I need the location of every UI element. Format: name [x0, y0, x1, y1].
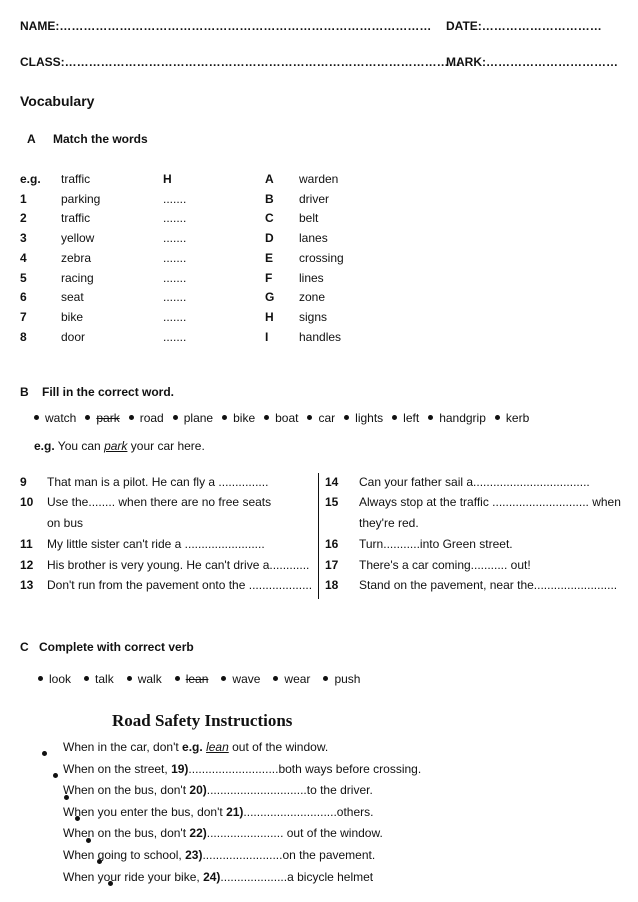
instruction-item [63, 783, 373, 797]
bullet-icon [323, 676, 328, 681]
match-letter: H [265, 309, 274, 324]
verb-bank-item [323, 672, 360, 686]
match-letter: G [265, 290, 275, 305]
section-a-heading: Match the words [53, 132, 148, 146]
verb-bank-item [273, 672, 310, 686]
match-answer: ....... [163, 191, 187, 206]
instruction-pre: When you enter the bus, don't [63, 804, 223, 819]
word-bank-item [129, 411, 164, 425]
instruction-item [63, 762, 421, 776]
bullet-icon [175, 676, 180, 681]
match-option: signs [299, 309, 328, 324]
match-num: e.g. [20, 172, 41, 186]
match-letter: D [265, 231, 274, 246]
section-a-letter: A [27, 132, 36, 146]
bullet-icon [127, 676, 132, 681]
bullet-icon [495, 415, 500, 420]
sentence-text: There's a car coming........... out! [359, 558, 531, 572]
match-letter: A [265, 172, 274, 186]
match-num: 3 [20, 231, 27, 246]
match-answer: ....... [163, 290, 187, 305]
verb-bank-item [38, 672, 71, 686]
match-num: 7 [20, 309, 27, 324]
match-option: driver [299, 191, 330, 206]
match-word: traffic [61, 172, 91, 186]
instruction-item [63, 805, 373, 819]
word-bank-c [38, 672, 373, 686]
column-divider [318, 473, 319, 599]
match-word: door [61, 329, 86, 344]
bullet-icon [392, 415, 397, 420]
verb-bank-word: wear [284, 672, 311, 686]
bullet-icon [84, 676, 89, 681]
verb-bank-word: push [334, 672, 361, 686]
sentence-number: 10 [20, 495, 34, 509]
instruction-pre: When on the bus, don't [63, 826, 187, 841]
match-word: traffic [61, 211, 91, 226]
section-b-heading: Fill in the correct word. [42, 385, 175, 399]
bullet-icon [53, 773, 58, 778]
instruction-pre: When your ride your bike, [63, 869, 200, 884]
sentence-text: Use the........ when there are no free seats [47, 495, 272, 509]
word-bank-word: handgrip [439, 411, 486, 425]
bullet-icon [34, 415, 39, 420]
instruction-post: ........................on the pavement. [202, 848, 376, 862]
instruction-item [63, 848, 375, 862]
name-field: NAME:………………………………………………………………………………… [20, 19, 432, 33]
bullet-icon [221, 676, 226, 681]
sentence-text: Turn...........into Green street. [359, 537, 513, 551]
instruction-pre: When in the car, don't [63, 740, 179, 754]
verb-bank-word: talk [95, 672, 114, 686]
section-c-heading: Complete with correct verb [39, 640, 194, 654]
sentence-number: 14 [325, 475, 339, 489]
match-answer: ....... [163, 211, 187, 226]
sentence-text: His brother is very young. He can't drive a............ [47, 558, 310, 572]
instruction-item [63, 826, 383, 840]
match-word: bike [61, 309, 84, 324]
verb-bank-item [175, 672, 209, 686]
blank-number: 23) [185, 848, 203, 862]
bullet-icon [307, 415, 312, 420]
instruction-pre: When on the bus, don't [63, 783, 187, 798]
instruction-pre: When on the street, [63, 761, 168, 776]
blank-number: 24) [203, 869, 221, 884]
match-word: zebra [61, 250, 92, 265]
word-bank-item [307, 411, 335, 425]
example-b [34, 439, 205, 453]
match-letter: F [265, 270, 273, 285]
sentence-number: 16 [325, 537, 339, 551]
sentence-text: Always stop at the traffic ............................. when [359, 495, 621, 509]
bullet-icon [273, 676, 278, 681]
sentence-number: 9 [20, 475, 27, 489]
match-letter: E [265, 250, 274, 265]
match-num: 5 [20, 270, 27, 285]
bullet-icon [173, 415, 178, 420]
bullet-icon [38, 676, 43, 681]
example-post: your car here. [130, 439, 205, 453]
instruction-pre: When going to school, [63, 848, 182, 862]
verb-bank-word: wave [232, 672, 261, 686]
word-bank-word: park [96, 411, 120, 425]
match-num: 4 [20, 250, 27, 265]
word-bank-item [495, 411, 529, 425]
sentence-text: Stand on the pavement, near the......................... [359, 578, 618, 592]
blank-number: 21) [226, 804, 244, 819]
word-bank-item [222, 411, 255, 425]
sentence-number: 18 [325, 578, 339, 592]
match-letter: I [265, 329, 269, 344]
verb-bank-item [221, 672, 260, 686]
section-b-letter: B [20, 385, 29, 399]
word-bank-item [428, 411, 486, 425]
class-field: CLASS:……………………………………………………………………………………… [20, 55, 461, 69]
sentence-text: they're red. [359, 516, 419, 530]
bullet-icon [344, 415, 349, 420]
match-num: 2 [20, 211, 27, 226]
match-option: belt [299, 211, 319, 226]
sentence-text: on bus [47, 516, 84, 530]
blank-number: 20) [189, 783, 207, 798]
bullet-icon [264, 415, 269, 420]
match-num: 6 [20, 290, 27, 305]
word-bank-item [173, 411, 213, 425]
instruction-item [63, 740, 328, 754]
verb-bank-item [84, 672, 114, 686]
word-bank-word: car [318, 411, 336, 425]
match-option: warden [299, 172, 339, 186]
example-label: e.g. [182, 740, 203, 754]
word-bank-word: lights [355, 411, 384, 425]
sentence-number: 12 [20, 558, 34, 572]
match-num: 8 [20, 329, 27, 344]
instruction-post: ..............................to the driver. [206, 783, 373, 798]
example-pre: You can [57, 439, 101, 453]
instruction-item [63, 870, 373, 884]
word-bank-item [264, 411, 298, 425]
word-bank-item [344, 411, 383, 425]
example-word: park [104, 439, 128, 453]
blank-number: 19) [171, 761, 189, 776]
word-bank-word: left [403, 411, 420, 425]
instruction-post: ............................others. [243, 804, 374, 819]
instruction-post: ...........................both ways before crossing. [188, 761, 422, 776]
match-option: lanes [299, 231, 328, 246]
instruction-post: out of the window. [232, 740, 329, 754]
match-word: racing [61, 270, 94, 285]
date-field: DATE:………………………… [446, 19, 602, 33]
match-answer: ....... [163, 329, 187, 344]
match-answer: ....... [163, 231, 187, 246]
word-bank-word: watch [45, 411, 77, 425]
bullet-icon [42, 751, 47, 756]
match-answer: ....... [163, 309, 187, 324]
word-bank-item [85, 411, 119, 425]
match-word: seat [61, 290, 84, 305]
example-word: lean [206, 740, 229, 754]
bullet-icon [129, 415, 134, 420]
bullet-icon [85, 415, 90, 420]
match-answer: ....... [163, 270, 187, 285]
word-bank-word: kerb [505, 411, 530, 425]
match-word: parking [61, 191, 101, 206]
match-letter: C [265, 211, 274, 226]
match-answer: ....... [163, 250, 187, 265]
blank-number: 22) [189, 826, 207, 841]
match-option: zone [299, 290, 326, 305]
section-c-letter: C [20, 640, 29, 654]
word-bank-item [34, 411, 76, 425]
sentence-number: 15 [325, 495, 339, 509]
word-bank-word: bike [233, 411, 256, 425]
mark-field: MARK:…………………………… [446, 55, 618, 69]
sentence-number: 17 [325, 558, 339, 572]
match-answer: H [163, 172, 172, 186]
match-num: 1 [20, 191, 27, 206]
verb-bank-word: look [49, 672, 72, 686]
sentence-text: Can your father sail a................................... [359, 475, 590, 489]
verb-bank-item [127, 672, 162, 686]
bullet-icon [428, 415, 433, 420]
instruction-post: ....................... out of the window. [206, 826, 383, 841]
word-bank-word: boat [275, 411, 299, 425]
match-word: yellow [61, 231, 95, 246]
sentence-number: 13 [20, 578, 34, 592]
match-option: handles [299, 329, 342, 344]
example-label: e.g. [34, 439, 55, 453]
verb-bank-word: lean [185, 672, 209, 686]
word-bank-b [34, 411, 538, 425]
sentence-text: That man is a pilot. He can fly a ............... [47, 475, 269, 489]
sentence-number: 11 [20, 537, 33, 551]
bullet-icon [222, 415, 227, 420]
road-safety-title: Road Safety Instructions [112, 711, 293, 730]
word-bank-word: road [139, 411, 164, 425]
sentence-text: My little sister can't ride a ........................ [47, 537, 265, 551]
word-bank-word: plane [183, 411, 214, 425]
match-letter: B [265, 191, 274, 206]
page-title: Vocabulary [20, 93, 95, 109]
instruction-post: ....................a bicycle helmet [220, 869, 374, 884]
match-option: lines [299, 270, 324, 285]
verb-bank-word: walk [137, 672, 162, 686]
word-bank-item [392, 411, 419, 425]
sentence-text: Don't run from the pavement onto the ................... [47, 578, 313, 592]
match-option: crossing [299, 250, 344, 265]
